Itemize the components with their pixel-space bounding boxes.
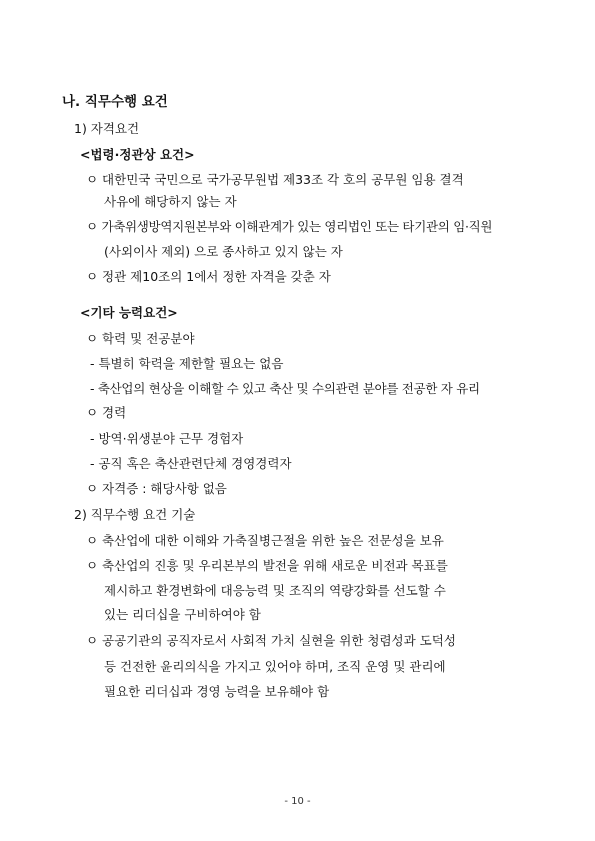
- duty-item-3-cont-2: 필요한 리더십과 경영 능력을 보유해야 함: [104, 684, 330, 699]
- section-title: 나. 직무수행 요건: [62, 94, 168, 110]
- other-item-education: ㅇ 학력 및 전공분야: [86, 331, 195, 346]
- legal-requirements-header: <법령·정관상 요건>: [80, 147, 195, 162]
- other-item-career-2: - 공직 혹은 축산관련단체 경영경력자: [90, 456, 292, 471]
- legal-item-1-cont: 사유에 해당하지 않는 자: [104, 194, 237, 209]
- part1-title: 1) 자격요건: [74, 121, 140, 136]
- other-item-education-2: - 축산업의 현상을 이해할 수 있고 축산 및 수의관련 분야를 전공한 자 유리: [90, 381, 480, 396]
- duty-item-2: ㅇ 축산업의 진흥 및 우리본부의 발전을 위해 새로운 비전과 목표를: [86, 558, 448, 573]
- duty-item-1: ㅇ 축산업에 대한 이해와 가축질병근절을 위한 높은 전문성을 보유: [86, 533, 444, 548]
- page-number: - 10 -: [284, 796, 311, 807]
- duty-item-2-cont-2: 있는 리더십을 구비하여야 함: [104, 607, 261, 622]
- other-item-career-1: - 방역·위생분야 근무 경험자: [90, 431, 244, 446]
- other-item-career: ㅇ 경력: [86, 405, 127, 420]
- duty-item-3-cont-1: 등 건전한 윤리의식을 가지고 있어야 하며, 조직 운영 및 관리에: [104, 659, 446, 674]
- legal-item-3: ㅇ 정관 제10조의 1에서 정한 자격을 갖춘 자: [86, 269, 331, 284]
- legal-item-2-cont: (사외이사 제외) 으로 종사하고 있지 않는 자: [104, 244, 343, 259]
- legal-item-1: ㅇ 대한민국 국민으로 국가공무원법 제33조 각 호의 공무원 임용 결격: [86, 172, 464, 187]
- duty-item-3: ㅇ 공공기관의 공직자로서 사회적 가치 실현을 위한 청렴성과 도덕성: [86, 633, 456, 648]
- other-requirements-header: <기타 능력요건>: [80, 305, 178, 320]
- duty-item-2-cont-1: 제시하고 환경변화에 대응능력 및 조직의 역량강화를 선도할 수: [104, 583, 446, 598]
- legal-item-2: ㅇ 가축위생방역지원본부와 이해관계가 있는 영리법인 또는 타기관의 임·직원: [86, 219, 493, 234]
- other-item-certificate: ㅇ 자격증 : 해당사항 없음: [86, 481, 227, 496]
- part2-title: 2) 직무수행 요건 기술: [74, 507, 196, 522]
- other-item-education-1: - 특별히 학력을 제한할 필요는 없음: [90, 356, 284, 371]
